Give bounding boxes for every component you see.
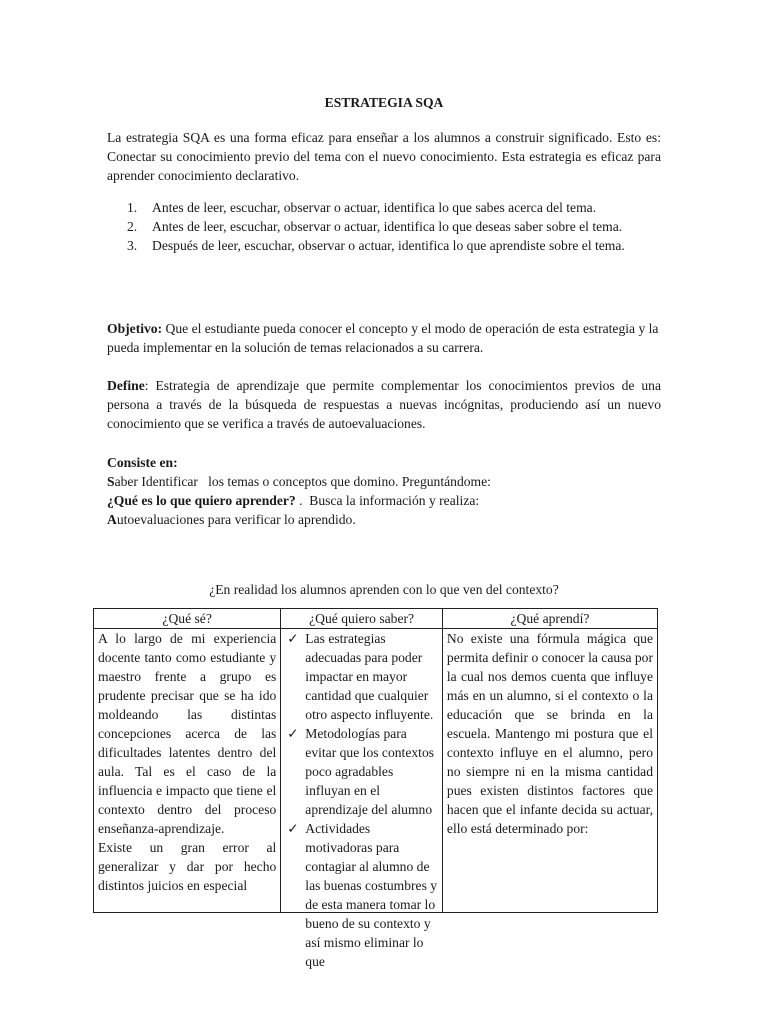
sqa-table <box>93 608 658 969</box>
objetivo-paragraph <box>107 319 661 357</box>
consiste-label: Consiste en: <box>107 455 178 470</box>
list-text: Metodologías para evitar que los contextos poco agradables influyan en el aprendizaje del alumno <box>305 726 435 817</box>
list-item <box>287 819 438 971</box>
checkmark-icon: ✓ <box>287 726 299 741</box>
define-text: : Estrategia de aprendizaje que permite complementar los conocimientos previos de una persona a través de la búsqueda de respuestas a nuevas incógnitas, produciendo así un nuevo conocimiento que se verifica a través de autoevaluaciones. <box>107 378 661 431</box>
list-item <box>127 198 688 217</box>
list-item <box>127 236 688 255</box>
consiste-s-text: aber Identificar los temas o conceptos que domino. Preguntándome: <box>114 474 491 489</box>
header-que-se: ¿Qué sé? <box>94 609 281 629</box>
consiste-a-initial: A <box>107 512 117 527</box>
cell-que-quiero-saber <box>281 629 443 969</box>
list-text: Después de leer, escuchar, observar o actuar, identifica lo que aprendiste sobre el tema. <box>152 238 625 253</box>
table-question-heading: ¿En realidad los alumnos aprenden con lo que ven del contexto? <box>209 582 559 597</box>
consiste-q-bold: ¿Qué es lo que quiero aprender? <box>107 493 296 508</box>
objetivo-text: Que el estudiante pueda conocer el concepto y el modo de operación de esta estrategia y la pueda implementar en la solución de temas relacionados a su carrera. <box>107 321 659 355</box>
list-item <box>127 217 688 236</box>
list-item <box>287 629 438 724</box>
consiste-q-text: . Busca la información y realiza: <box>295 493 480 508</box>
header-que-quiero-saber: ¿Qué quiero saber? <box>281 609 443 629</box>
objetivo-label: Objetivo: <box>107 321 163 336</box>
consiste-a-text: utoevaluaciones para verificar lo aprendido. <box>116 512 356 527</box>
steps-list <box>107 198 688 255</box>
define-paragraph <box>107 376 661 433</box>
define-label: Define <box>107 378 145 393</box>
list-number: 1. <box>127 200 138 215</box>
checkmark-icon: ✓ <box>287 821 299 836</box>
cell-que-se <box>94 629 281 913</box>
table-header-row <box>94 609 658 629</box>
list-item <box>287 724 438 819</box>
checklist <box>285 629 438 971</box>
list-text: Las estrategias adecuadas para poder impactar en mayor cantidad que cualquier otro aspecto influyente. <box>305 631 434 722</box>
list-text: Antes de leer, escuchar, observar o actuar, identifica lo que deseas saber sobre el tema. <box>152 219 623 234</box>
consiste-s-initial: S <box>107 474 115 489</box>
list-text: Antes de leer, escuchar, observar o actuar, identifica lo que sabes acerca del tema. <box>152 200 597 215</box>
cell-text: Existe un gran error al generalizar y dar por hecho distintos juicios en especial <box>98 840 277 893</box>
consiste-section <box>107 453 661 529</box>
cell-text: No existe una fórmula mágica que permita definir o conocer la causa por la cual nos demos cuenta que influye más en un alumno, si el contexto o la educación que se brinda en la escuela. Mantengo mi postura que el contexto influye en el alumno, pero no siempre ni en la misma cantidad pues existen distintos factores que hacen que el infante decida su actuar, ello está determinado por: <box>446 631 653 836</box>
cell-text: A lo largo de mi experiencia docente tanto como estudiante y maestro frente a grupo es prudente precisar que se ha ido moldeando las distintas concepciones acerca de las dificultades latentes dentro del aula. Tal es el caso de la influencia e impacto que tiene el contexto dentro del proceso enseñanza-aprendizaje. <box>98 631 277 836</box>
cell-que-aprendi <box>442 629 657 913</box>
document-title: ESTRATEGIA SQA <box>324 95 444 110</box>
list-number: 3. <box>127 238 138 253</box>
list-number: 2. <box>127 219 138 234</box>
table-row <box>94 629 658 913</box>
checkmark-icon: ✓ <box>287 631 299 646</box>
list-text: Actividades motivadoras para contagiar al alumno de las buenas costumbres y de esta manera tomar lo bueno de su contexto y así mismo eliminar lo que <box>305 821 438 969</box>
intro-paragraph: La estrategia SQA es una forma eficaz para enseñar a los alumnos a construir significado. Esto es: Conectar su conocimiento previo del tema con el nuevo conocimiento. Esta estrategia es eficaz para aprender conocimiento declarativo. <box>107 130 661 183</box>
header-que-aprendi: ¿Qué aprendí? <box>442 609 657 629</box>
